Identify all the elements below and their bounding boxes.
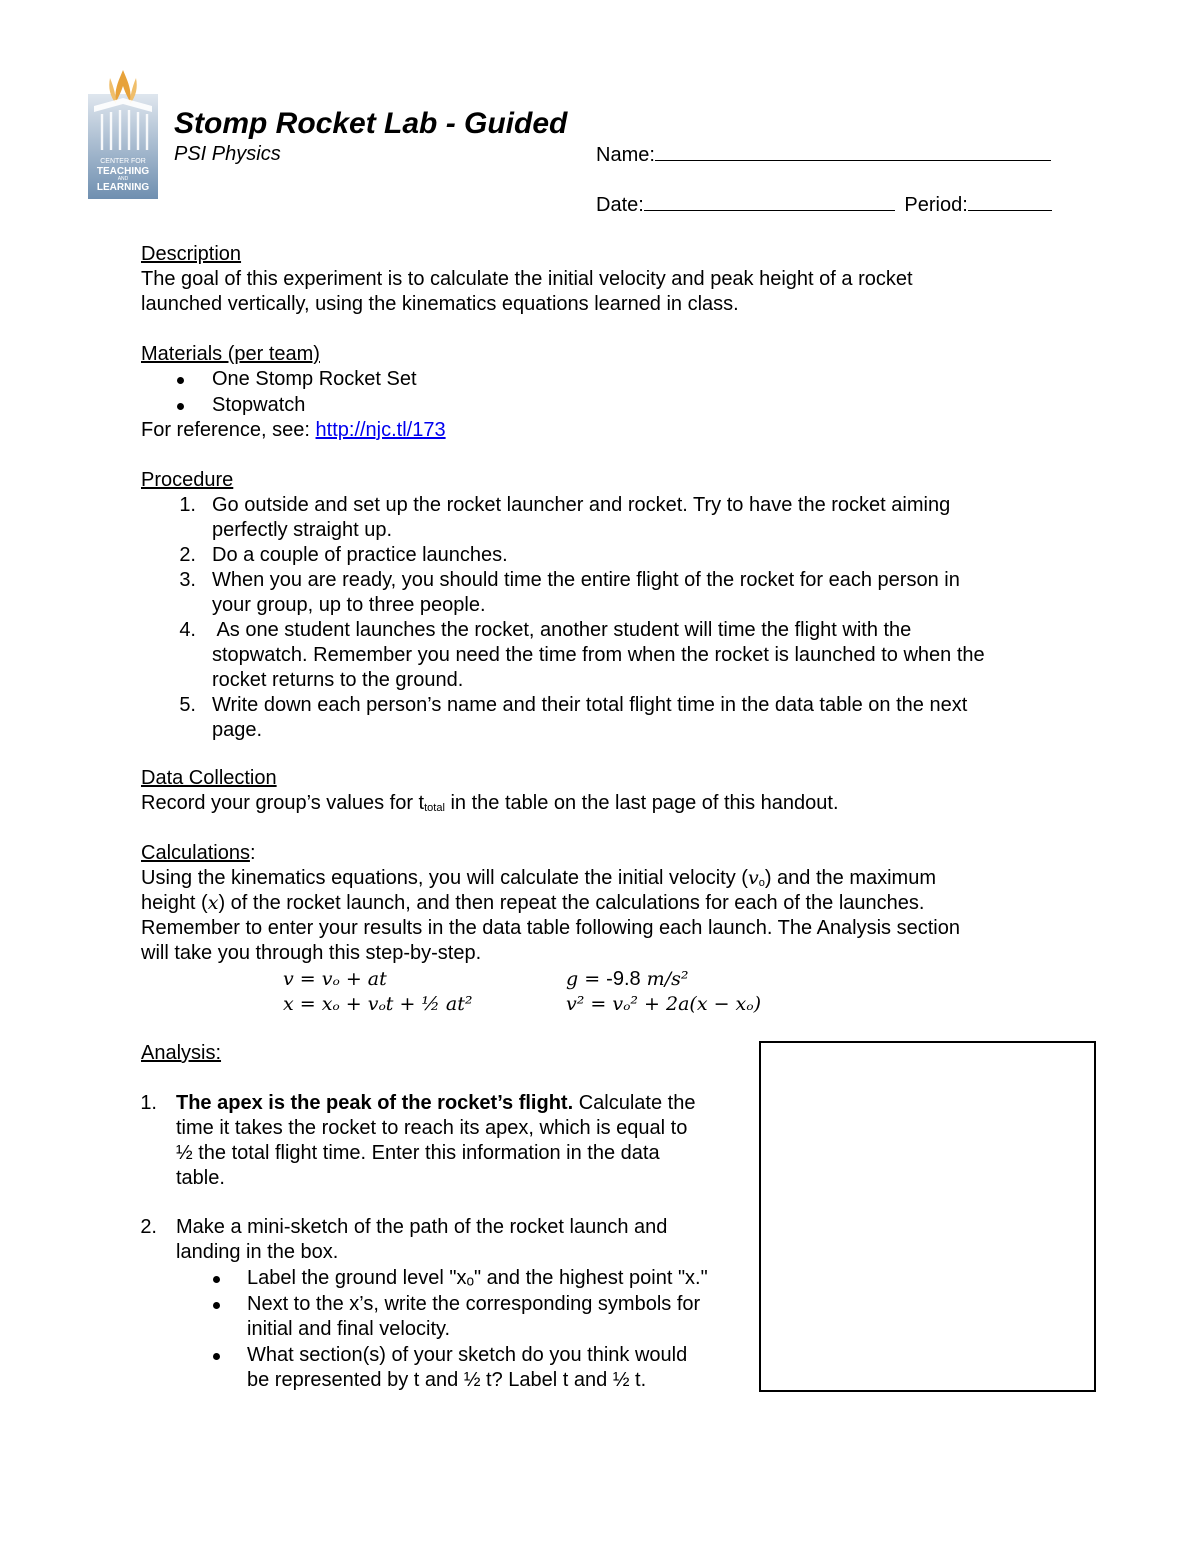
- procedure-step-2-line-1: Do a couple of practice launches.: [212, 544, 508, 566]
- procedure-step-5-number: 5.: [179, 694, 196, 716]
- logo-text-and: AND: [117, 176, 129, 182]
- bullet-icon: [213, 1302, 220, 1309]
- procedure-step-4-line-2: stopwatch. Remember you need the time from when the rocket is launched to when the: [212, 644, 985, 666]
- procedure-step-3-line-2: your group, up to three people.: [212, 594, 486, 616]
- center-for-teaching-and-learning-logo: [88, 68, 158, 199]
- data-collection-text: Record your group’s values for t: [141, 792, 425, 814]
- analysis-item-1-number: 1.: [140, 1092, 157, 1114]
- gravity-value: -9.8: [606, 968, 641, 990]
- reference-link[interactable]: http://njc.tl/173: [315, 419, 446, 441]
- procedure-step-1-number: 1.: [179, 494, 196, 516]
- analysis-item-1-line-4: table.: [176, 1167, 225, 1189]
- procedure-step-1-line-2: perfectly straight up.: [212, 519, 393, 541]
- analysis-item-1-line-2: time it takes the rocket to reach its apex, which is equal to: [176, 1117, 688, 1139]
- analysis-item-2-line-1: Make a mini-sketch of the path of the rocket launch and: [176, 1216, 668, 1238]
- gravity-prefix: g =: [566, 968, 607, 990]
- analysis-item-2-line-2: landing in the box.: [176, 1241, 339, 1263]
- logo-text-center-for: CENTER FOR: [100, 158, 146, 165]
- analysis-item-1-line-3: ½ the total flight time. Enter this information in the data: [176, 1142, 660, 1164]
- calc-text: ) and the maximum: [764, 867, 936, 889]
- calculations-line-2: [141, 891, 924, 916]
- procedure-step-5-line-2: page.: [212, 719, 263, 741]
- name-label: Name:: [596, 144, 655, 166]
- bullet-icon: [213, 1276, 220, 1283]
- description-heading: Description: [141, 243, 242, 265]
- calc-var-v: v: [747, 867, 759, 889]
- procedure-step-3-number: 3.: [179, 569, 196, 591]
- data-collection-line: [141, 791, 839, 821]
- analysis-item-1-bold-lead: The apex is the peak of the rocket’s flight.: [176, 1092, 574, 1114]
- data-collection-heading: Data Collection: [141, 767, 277, 789]
- logo-text-learning: LEARNING: [96, 182, 150, 193]
- procedure-step-1-line-1: Go outside and set up the rocket launcher and rocket. Try to have the rocket aiming: [212, 494, 951, 516]
- analysis-item-1-rest: Calculate the: [573, 1092, 696, 1114]
- date-blank-line[interactable]: [644, 192, 895, 211]
- procedure-step-4-line-3: rocket returns to the ground.: [212, 669, 464, 691]
- date-period-row: [596, 192, 1052, 218]
- analysis-heading: Analysis:: [141, 1042, 222, 1064]
- analysis-bullet-3-line-1: What section(s) of your sketch do you think would: [247, 1344, 688, 1366]
- analysis-bullet-1-line-1: Label the ground level "xₒ" and the highest point "x.": [247, 1267, 708, 1289]
- description-line-2: launched vertically, using the kinematics equations learned in class.: [141, 293, 739, 315]
- analysis-bullet-3-line-2: be represented by t and ½ t? Label t and ½ t.: [247, 1369, 647, 1391]
- reference-prefix: For reference, see:: [141, 419, 316, 441]
- name-field-row: [596, 142, 1051, 168]
- calculations-heading: Calculations: [141, 842, 250, 864]
- calc-sub-o: o: [758, 877, 765, 889]
- procedure-step-4-number: 4.: [179, 619, 196, 641]
- analysis-bullet-2-line-2: initial and final velocity.: [247, 1318, 451, 1340]
- description-line-1: The goal of this experiment is to calculate the initial velocity and peak height of a rocket: [141, 268, 913, 290]
- calc-text: height (: [141, 892, 208, 914]
- calc-var-x: x: [207, 892, 219, 914]
- materials-item-2: Stopwatch: [212, 394, 306, 416]
- procedure-step-4-line-1: As one student launches the rocket, another student will time the flight with the: [212, 619, 912, 641]
- equation-velocity-squared: v² = vₒ² + 2a(x − xₒ): [566, 993, 762, 1015]
- period-blank-line[interactable]: [968, 192, 1052, 211]
- procedure-heading: Procedure: [141, 469, 234, 491]
- period-label: Period:: [904, 194, 968, 216]
- course-subtitle: PSI Physics: [174, 143, 281, 165]
- procedure-step-5-line-1: Write down each person’s name and their total flight time in the data table on the next: [212, 694, 968, 716]
- bullet-icon: [177, 403, 184, 410]
- analysis-item-2-number: 2.: [140, 1216, 157, 1238]
- logo-text-teaching: TEACHING: [96, 166, 150, 177]
- calculations-line-3: Remember to enter your results in the data table following each launch. The Analysis section: [141, 917, 960, 939]
- t-total-subscript: total: [424, 802, 445, 814]
- materials-item-1: One Stomp Rocket Set: [212, 368, 417, 390]
- page-title: Stomp Rocket Lab - Guided: [174, 107, 568, 140]
- analysis-bullet-2-line-1: Next to the x’s, write the corresponding symbols for: [247, 1293, 701, 1315]
- equation-gravity: [566, 967, 688, 992]
- equation-velocity: v = vₒ + at: [283, 968, 387, 990]
- date-label: Date:: [596, 194, 644, 216]
- analysis-item-1-line-1: [176, 1091, 695, 1116]
- calc-text: Using the kinematics equations, you will calculate the initial velocity (: [141, 867, 748, 889]
- bullet-icon: [177, 377, 184, 384]
- materials-heading: Materials (per team): [141, 343, 320, 365]
- name-blank-line[interactable]: [655, 142, 1051, 161]
- gravity-unit: m/s²: [640, 968, 689, 990]
- calc-text: ) of the rocket launch, and then repeat the calculations for each of the launches.: [218, 892, 925, 914]
- procedure-step-2-number: 2.: [179, 544, 196, 566]
- mini-sketch-box[interactable]: [759, 1041, 1096, 1392]
- equation-position: x = xₒ + vₒt + ½ at²: [283, 993, 473, 1015]
- calculations-heading-row: [141, 841, 256, 866]
- reference-line: [141, 418, 446, 443]
- procedure-step-3-line-1: When you are ready, you should time the entire flight of the rocket for each person in: [212, 569, 960, 591]
- calculations-heading-colon: :: [249, 842, 256, 864]
- data-collection-text-end: in the table on the last page of this handout.: [444, 792, 839, 814]
- calculations-line-4: will take you through this step-by-step.: [141, 942, 482, 964]
- bullet-icon: [213, 1353, 220, 1360]
